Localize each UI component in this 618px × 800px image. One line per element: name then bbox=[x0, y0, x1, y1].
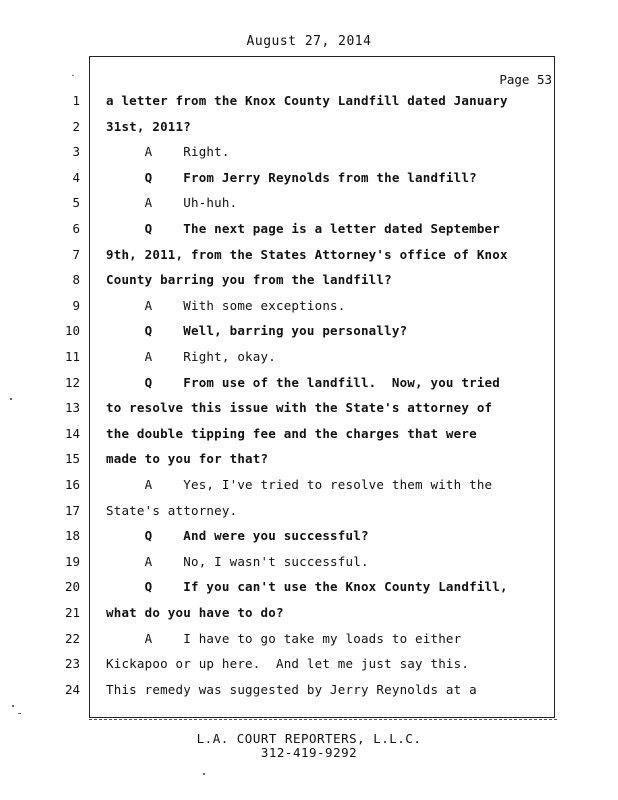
line-text: Q If you can't use the Knox County Landfill, bbox=[106, 579, 508, 595]
court-reporter-name: L.A. COURT REPORTERS, L.L.C. bbox=[196, 731, 422, 746]
scan-speck bbox=[10, 398, 12, 400]
transcript-line bbox=[0, 477, 618, 497]
line-number: 12 bbox=[64, 374, 80, 390]
line-number: 15 bbox=[64, 451, 80, 467]
line-text: A Uh-huh. bbox=[106, 195, 238, 211]
line-text: Kickapoo or up here. And let me just say this. bbox=[106, 656, 470, 672]
transcript-line bbox=[0, 605, 618, 625]
frame-bottom-edge bbox=[89, 719, 557, 722]
line-text: made to you for that? bbox=[106, 451, 269, 467]
line-text: A Yes, I've tried to resolve them with the bbox=[106, 477, 493, 492]
line-text: A I have to go take my loads to either bbox=[106, 630, 462, 646]
line-text: 9th, 2011, from the States Attorney's office of Knox bbox=[106, 246, 508, 262]
transcript-line bbox=[0, 93, 618, 113]
transcript-line bbox=[0, 400, 618, 420]
line-text: This remedy was suggested by Jerry Reynolds at a bbox=[106, 681, 477, 697]
line-number: 18 bbox=[64, 528, 80, 544]
scan-speck bbox=[18, 713, 21, 714]
line-number: 19 bbox=[64, 553, 80, 569]
transcript-line bbox=[0, 298, 618, 318]
transcript-line bbox=[0, 272, 618, 292]
transcript-line bbox=[0, 554, 618, 574]
transcript-line bbox=[0, 631, 618, 651]
line-text: A Right, okay. bbox=[106, 349, 276, 364]
transcript-date: August 27, 2014 bbox=[246, 34, 372, 49]
transcript-line bbox=[0, 170, 618, 190]
scan-speck bbox=[72, 75, 74, 76]
line-text: the double tipping fee and the charges that were bbox=[106, 425, 477, 441]
line-number: 13 bbox=[64, 400, 80, 416]
line-text: State's attorney. bbox=[106, 502, 238, 518]
line-number: 10 bbox=[64, 323, 80, 339]
transcript-line bbox=[0, 579, 618, 599]
transcript-line bbox=[0, 528, 618, 548]
transcript-line bbox=[0, 682, 618, 702]
transcript-line bbox=[0, 451, 618, 471]
line-text: to resolve this issue with the State's attorney of bbox=[106, 400, 493, 416]
line-number: 9 bbox=[72, 297, 80, 313]
transcript-line bbox=[0, 144, 618, 164]
line-text: A No, I wasn't successful. bbox=[106, 553, 369, 569]
transcript-line bbox=[0, 349, 618, 369]
transcript-line bbox=[0, 221, 618, 241]
transcript-line bbox=[0, 426, 618, 446]
transcript-line bbox=[0, 323, 618, 343]
line-number: 3 bbox=[72, 144, 80, 160]
line-text: Q And were you successful? bbox=[106, 528, 369, 544]
line-text: what do you have to do? bbox=[106, 605, 284, 620]
line-text: Q From Jerry Reynolds from the landfill? bbox=[106, 169, 477, 185]
line-number: 1 bbox=[72, 93, 80, 108]
line-number: 11 bbox=[64, 349, 80, 364]
line-number: 22 bbox=[64, 630, 80, 646]
scan-speck bbox=[203, 773, 205, 775]
line-number: 5 bbox=[72, 195, 80, 211]
line-text: A With some exceptions. bbox=[106, 297, 346, 313]
transcript-line bbox=[0, 195, 618, 215]
transcript-line bbox=[0, 375, 618, 395]
line-text: County barring you from the landfill? bbox=[106, 272, 392, 288]
line-number: 21 bbox=[64, 605, 80, 620]
line-number: 24 bbox=[64, 681, 80, 697]
line-number: 8 bbox=[72, 272, 80, 288]
line-number: 6 bbox=[72, 221, 80, 236]
line-text: Q Well, barring you personally? bbox=[106, 323, 408, 339]
line-number: 23 bbox=[64, 656, 80, 672]
line-number: 16 bbox=[64, 477, 80, 492]
line-number: 2 bbox=[72, 118, 80, 134]
court-reporter-phone: 312-419-9292 bbox=[260, 745, 358, 760]
transcript-line bbox=[0, 656, 618, 676]
line-text: Q From use of the landfill. Now, you tried bbox=[106, 374, 501, 390]
scan-speck bbox=[12, 705, 14, 707]
transcript-line bbox=[0, 503, 618, 523]
transcript-line bbox=[0, 247, 618, 267]
line-number: 20 bbox=[64, 579, 80, 595]
page-number: Page 53 bbox=[499, 72, 552, 87]
line-number: 17 bbox=[64, 502, 80, 518]
transcript-line bbox=[0, 119, 618, 139]
line-number: 4 bbox=[72, 169, 80, 185]
line-text: A Right. bbox=[106, 144, 230, 160]
line-number: 7 bbox=[72, 246, 80, 262]
line-text: 31st, 2011? bbox=[106, 118, 191, 134]
line-text: a letter from the Knox County Landfill dated January bbox=[106, 93, 508, 108]
line-text: Q The next page is a letter dated September bbox=[106, 221, 501, 236]
line-number: 14 bbox=[64, 425, 80, 441]
